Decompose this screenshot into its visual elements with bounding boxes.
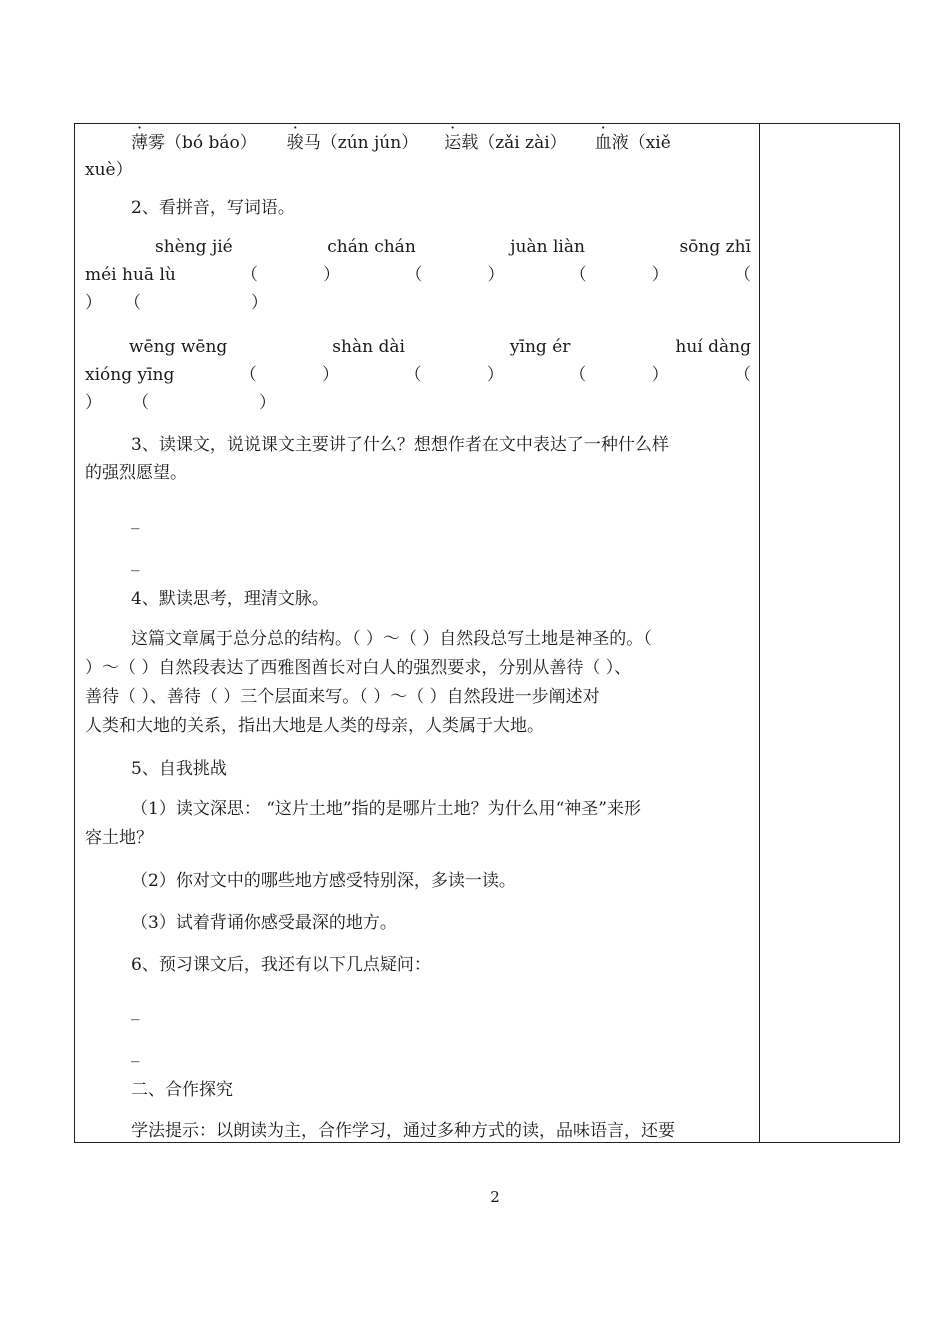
page-number: 2 xyxy=(490,1188,500,1206)
pinyin-choice-wrap: xuè） xyxy=(85,160,133,180)
pinyin-choice-line xyxy=(131,132,671,154)
question-4-title: 4、默读思考，理清文脉。 xyxy=(131,589,329,609)
answer-row-2-wrap: ） （ ） xyxy=(85,393,276,413)
question-4-line-3: 善待（ ）、善待（ ）三个层面来写。（ ）～（ ）自然段进一步阐述对 xyxy=(85,687,600,707)
word-item: 血液（xiě xyxy=(594,133,671,153)
question-5-item-3: （3）试着背诵你感受最深的地方。 xyxy=(131,913,397,933)
pinyin-row-1: shèng jié chán chán juàn liàn sōng zhī xyxy=(155,237,751,257)
question-4-line-4: 人类和大地的关系，指出大地是人类的母亲，人类属于大地。 xyxy=(85,716,544,736)
question-4-line-1: 这篇文章属于总分总的结构。（ ）～（ ）自然段总写土地是神圣的。（ xyxy=(131,629,652,649)
worksheet-table xyxy=(74,123,900,1143)
answer-row-1-wrap: ） （ ） xyxy=(85,293,268,313)
answer-blank: _ xyxy=(131,1043,140,1063)
answer-row-2: xióng yīng （ ） （ ） （ ） （ xyxy=(85,365,751,385)
question-3-line-2: 的强烈愿望。 xyxy=(85,463,187,483)
answer-row-1: méi huā lù （ ） （ ） （ ） （ xyxy=(85,265,751,285)
part-2-tip: 学法提示：以朗读为主，合作学习，通过多种方式的读，品味语言，还要 xyxy=(131,1121,675,1141)
word-item: 骏马（zún jún） xyxy=(286,133,419,153)
word-item: 薄雾（bó báo） xyxy=(131,133,257,153)
answer-blank: _ xyxy=(131,1001,140,1021)
word-item: 运载（zǎi zài） xyxy=(444,133,567,153)
question-2-title: 2、看拼音，写词语。 xyxy=(131,198,295,218)
question-4-line-2: ）～（ ）自然段表达了西雅图酋长对白人的强烈要求，分别从善待（ ）、 xyxy=(85,658,632,678)
question-5-item-1-line-2: 容土地？ xyxy=(85,828,153,848)
question-5-item-2: （2）你对文中的哪些地方感受特别深，多读一读。 xyxy=(131,871,516,891)
column-divider xyxy=(759,124,760,1142)
part-2-title: 二、合作探究 xyxy=(131,1080,233,1100)
question-5-title: 5、自我挑战 xyxy=(131,759,227,779)
question-3-line-1: 3、读课文，说说课文主要讲了什么？想想作者在文中表达了一种什么样 xyxy=(131,435,669,455)
pinyin-row-2: wēng wēng shàn dài yīng ér huí dàng xyxy=(129,337,751,357)
question-5-item-1-line-1: （1）读文深思： “这片土地”指的是哪片土地？为什么用“神圣”来形 xyxy=(131,799,641,819)
answer-blank: _ xyxy=(131,552,140,572)
question-6-title: 6、预习课文后，我还有以下几点疑问： xyxy=(131,955,431,975)
answer-blank: _ xyxy=(131,510,140,530)
